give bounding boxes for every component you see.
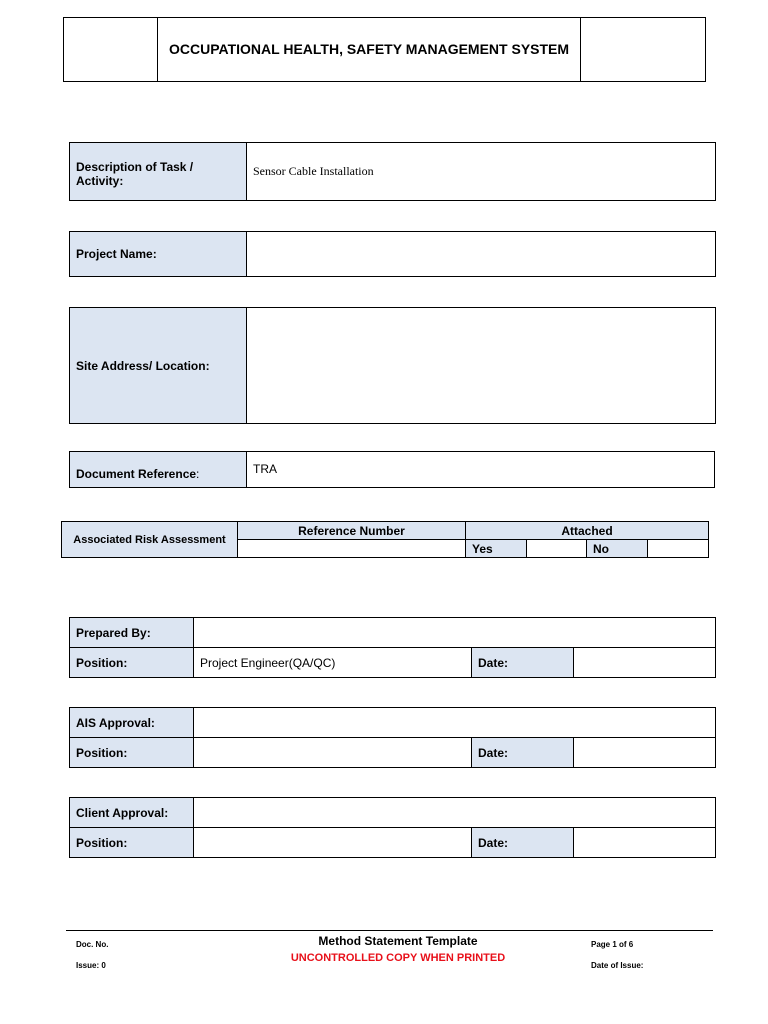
prepared-date-value[interactable] <box>574 648 716 678</box>
ais-label: AIS Approval: <box>70 708 194 738</box>
project-value[interactable] <box>247 232 716 277</box>
header-table <box>63 17 706 82</box>
site-value[interactable] <box>247 308 716 424</box>
footer-title: Method Statement Template <box>318 934 478 948</box>
footer-rule <box>66 930 713 931</box>
task-table <box>69 142 716 201</box>
ais-date-label: Date: <box>472 738 574 768</box>
client-position-label: Position: <box>70 828 194 858</box>
docref-label-cell <box>70 452 247 488</box>
prepared-position-label: Position: <box>70 648 194 678</box>
header-left-cell <box>64 18 158 82</box>
docref-value[interactable]: TRA <box>247 452 715 488</box>
docref-label: Document Reference <box>76 466 197 481</box>
ais-value[interactable] <box>194 708 716 738</box>
project-label: Project Name: <box>70 232 247 277</box>
ais-position-label: Position: <box>70 738 194 768</box>
client-position-value[interactable] <box>194 828 472 858</box>
header-right-cell <box>581 18 706 82</box>
risk-no-label: No <box>587 540 648 558</box>
prepared-date-label: Date: <box>472 648 574 678</box>
prepared-table <box>69 617 716 678</box>
task-value[interactable]: Sensor Cable Installation <box>247 143 716 201</box>
risk-yes-label: Yes <box>466 540 527 558</box>
footer-page: Page 1 of 6 <box>591 940 634 949</box>
risk-label: Associated Risk Assessment <box>62 522 238 558</box>
header-title-cell <box>157 18 580 82</box>
prepared-value[interactable] <box>194 618 716 648</box>
client-date-label: Date: <box>472 828 574 858</box>
prepared-label: Prepared By: <box>70 618 194 648</box>
risk-no-box[interactable] <box>648 540 709 558</box>
footer-issue: Issue: 0 <box>76 961 106 970</box>
ais-date-value[interactable] <box>574 738 716 768</box>
footer-uncontrolled: UNCONTROLLED COPY WHEN PRINTED <box>290 952 506 964</box>
client-date-value[interactable] <box>574 828 716 858</box>
site-table <box>69 307 716 424</box>
footer-doc-no: Doc. No. <box>76 940 109 949</box>
risk-attached-header: Attached <box>466 522 709 540</box>
risk-yes-box[interactable] <box>527 540 587 558</box>
ais-position-value[interactable] <box>194 738 472 768</box>
risk-table <box>61 521 709 558</box>
client-table <box>69 797 716 858</box>
prepared-position-value[interactable]: Project Engineer(QA/QC) <box>194 648 472 678</box>
site-label: Site Address/ Location: <box>70 308 247 424</box>
client-label: Client Approval: <box>70 798 194 828</box>
risk-ref-value[interactable] <box>238 540 466 558</box>
ais-table <box>69 707 716 768</box>
client-value[interactable] <box>194 798 716 828</box>
project-table <box>69 231 716 277</box>
footer-date-of-issue: Date of Issue: <box>591 961 644 970</box>
task-label: Description of Task / Activity: <box>70 143 247 201</box>
risk-ref-header: Reference Number <box>238 522 466 540</box>
docref-table <box>69 451 715 488</box>
docref-colon: : <box>196 466 200 481</box>
page-title: OCCUPATIONAL HEALTH, SAFETY MANAGEMENT SYSTEM <box>169 41 570 57</box>
